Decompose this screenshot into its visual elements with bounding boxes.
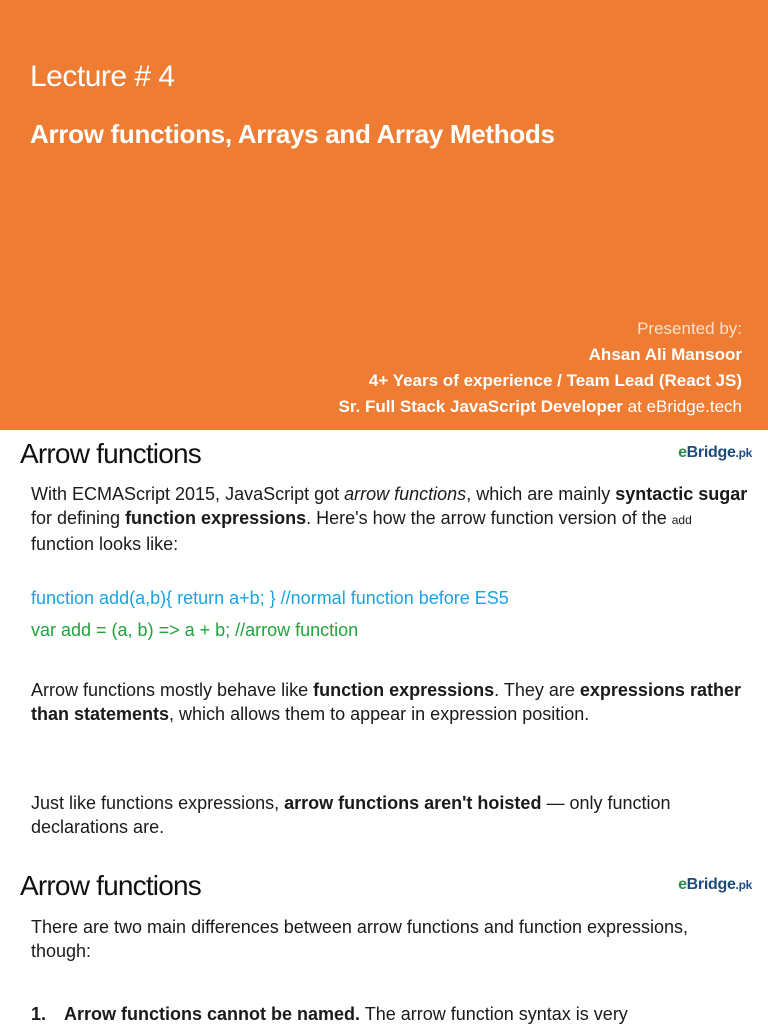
code-normal-function: function add(a,b){ return a+b; } //normal function before ES5 bbox=[31, 588, 509, 608]
list-item: 1. Arrow functions cannot be named. The arrow function syntax is very bbox=[31, 1004, 628, 1024]
presenter-experience: 4+ Years of experience / Team Lead (React JS) bbox=[368, 371, 742, 390]
slide-heading: Arrow functions bbox=[20, 870, 201, 901]
lecture-number: Lecture # 4 bbox=[30, 60, 175, 93]
slide-heading: Arrow functions bbox=[20, 438, 201, 469]
differences-paragraph: There are two main differences between arrow functions and function expressions, though: bbox=[31, 917, 689, 961]
title-slide bbox=[0, 0, 768, 430]
lecture-title: Arrow functions, Arrays and Array Methods bbox=[30, 119, 555, 149]
expressions-paragraph: Arrow functions mostly behave like function expressions. They are expressions rather than statements, which allows them to appear in expression position. bbox=[31, 680, 741, 724]
arrow-functions-slide-2 bbox=[0, 862, 768, 1024]
arrow-functions-slide-1 bbox=[0, 430, 768, 862]
ebridge-logo: eBridge.pk bbox=[678, 444, 752, 461]
presenter-role: Sr. Full Stack JavaScript Developer bbox=[338, 397, 623, 416]
code-arrow-function: var add = (a, b) => a + b; //arrow function bbox=[31, 620, 359, 640]
presenter-role-line bbox=[339, 394, 743, 420]
presenter-block bbox=[339, 316, 743, 420]
hoisting-paragraph: Just like functions expressions, arrow functions aren't hoisted — only function declarations are. bbox=[31, 793, 671, 837]
intro-paragraph: With ECMAScript 2015, JavaScript got arrow functions, which are mainly syntactic sugar for defining function expressions. Here's how the arrow function version of the add function looks like: bbox=[31, 484, 748, 554]
presenter-name: Ahsan Ali Mansoor bbox=[588, 345, 742, 364]
ebridge-logo: eBridge.pk bbox=[678, 876, 752, 893]
presented-by-label: Presented by: bbox=[637, 319, 742, 338]
presenter-company: at eBridge.tech bbox=[622, 397, 742, 416]
